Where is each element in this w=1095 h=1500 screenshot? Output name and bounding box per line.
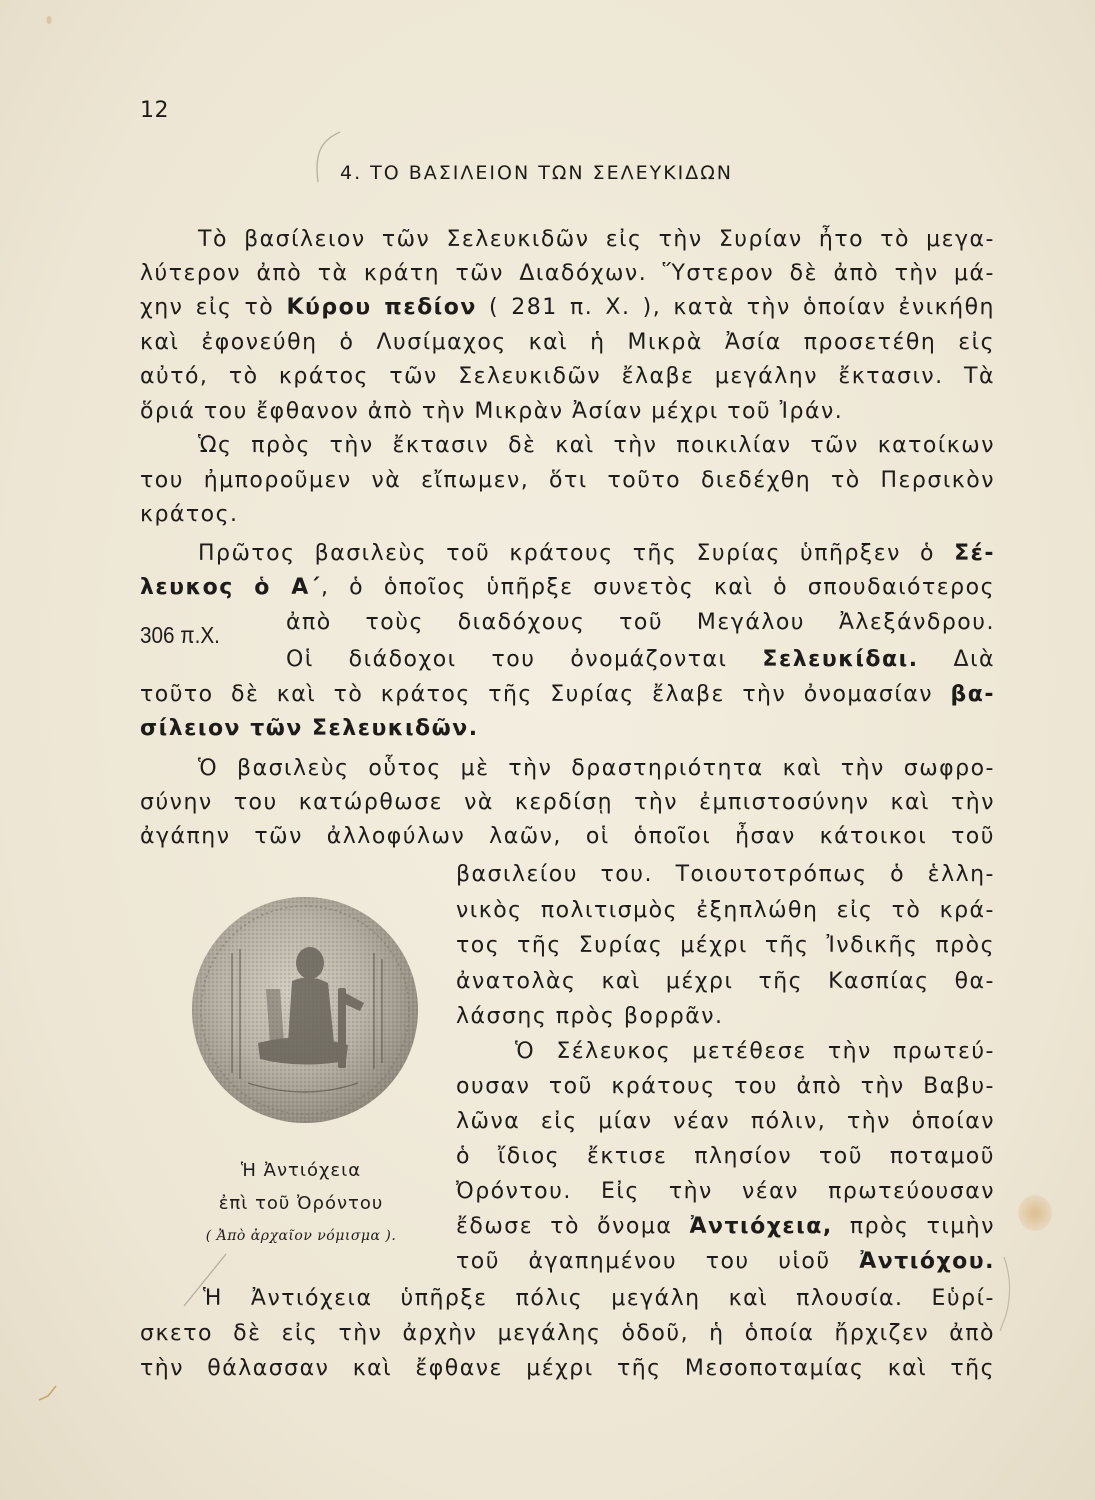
text-line: ἀπὸ τοὺς διαδόχους τοῦ Μεγάλου Ἀλεξάνδρου. bbox=[286, 610, 995, 635]
paper-stain bbox=[1018, 1195, 1052, 1231]
text-line: βασιλείου του. Τοιουτοτρόπως ὁ ἑλλη- bbox=[456, 862, 995, 887]
text-line: κράτος. bbox=[140, 502, 239, 527]
ancient-coin-image bbox=[188, 893, 422, 1127]
text-line: τος τῆς Συρίας μέχρι τῆς Ἰνδικῆς πρὸς bbox=[456, 933, 995, 958]
text-line: Ὀρόντου. Εἰς τὴν νέαν πρωτεύουσαν bbox=[456, 1179, 995, 1204]
text-line: λάσσης πρὸς βορρᾶν. bbox=[456, 1004, 724, 1029]
text-line bbox=[456, 1212, 995, 1242]
text-line: Ὁ Σέλευκος μετέθεσε τὴν πρωτεύ- bbox=[515, 1039, 995, 1064]
name-antiochou: Ἀντιόχου. bbox=[859, 1249, 995, 1274]
text-line: σκετο δὲ εἰς τὴν ἀρχὴν μεγάλης ὁδοῦ, ἡ ὁποία ἤρχιζεν ἀπὸ bbox=[140, 1321, 995, 1346]
text-line: λῶνα εἰς μίαν νέαν πόλιν, τὴν ὁποίαν bbox=[456, 1109, 995, 1134]
text-line: λύτερον ἀπὸ τὰ κράτη τῶν Διαδόχων. Ὕστερον δὲ ἀπὸ τὴν μά- bbox=[140, 261, 995, 286]
text-line bbox=[198, 539, 995, 569]
ink-tick-icon bbox=[36, 1380, 66, 1410]
text-line bbox=[286, 645, 995, 675]
text-line: αὐτό, τὸ κράτος τῶν Σελευκιδῶν ἔλαβε μεγάλην ἔκτασιν. Τὰ bbox=[140, 364, 995, 389]
text-line: σίλειον τῶν Σελευκιδῶν. bbox=[140, 716, 479, 741]
paper-speck-icon bbox=[44, 14, 54, 26]
text-line: καὶ ἐφονεύθη ὁ Λυσίμαχος καὶ ἡ Μικρὰ Ἀσία προσετέθη εἰς bbox=[140, 330, 995, 355]
text-line bbox=[140, 573, 995, 603]
text-line: ὅριά του ἔφθανον ἀπὸ τὴν Μικρὰν Ἀσίαν μέχρι τοῦ Ἰράν. bbox=[140, 399, 844, 424]
chapter-heading: 4. ΤΟ ΒΑΣΙΛΕΙΟΝ ΤΩΝ ΣΕΛΕΥΚΙΔΩΝ bbox=[340, 162, 734, 184]
text-span: Διὰ bbox=[953, 647, 996, 672]
caption-title: Ἡ Ἀντιόχεια bbox=[240, 1160, 362, 1181]
name-seleukidai: Σελευκίδαι. bbox=[762, 647, 919, 672]
caption-subtitle: ἐπὶ τοῦ Ὀρόντου bbox=[218, 1193, 384, 1214]
text-line bbox=[140, 680, 995, 710]
page-number: 12 bbox=[140, 98, 169, 123]
text-span: τοῦτο δὲ καὶ τὸ κράτος τῆς Συρίας ἔλαβε τὴν ὀνομασίαν bbox=[140, 682, 934, 707]
caption-source: ( Ἀπὸ ἀρχαῖον νόμισμα ). bbox=[205, 1228, 397, 1244]
text-line: του ἠμποροῦμεν νὰ εἴπωμεν, ὅτι τοῦτο διεδέχθη τὸ Περσικὸν bbox=[140, 468, 995, 493]
name-seleukos-a: λευκος ὁ Α΄ bbox=[140, 575, 321, 600]
text-line: Ὡς πρὸς τὴν ἔκτασιν δὲ καὶ τὴν ποικιλίαν τῶν κατοίκων bbox=[198, 433, 995, 458]
text-line: ἀγάπην τῶν ἀλλοφύλων λαῶν, οἱ ὁποῖοι ἦσαν κάτοικοι τοῦ bbox=[140, 824, 995, 849]
text-span: χην εἰς τὸ bbox=[140, 295, 275, 320]
text-span: , ὁ ὁποῖος ὑπῆρξε συνετὸς καὶ ὁ σπουδαιότερος bbox=[320, 575, 995, 600]
text-line: τὴν θάλασσαν καὶ ἔφθανε μέχρι τῆς Μεσοποταμίας καὶ τῆς bbox=[140, 1356, 995, 1381]
text-line: ουσαν τοῦ κράτους του ἀπὸ τὴν Βαβυ- bbox=[456, 1074, 995, 1099]
text-line bbox=[140, 293, 995, 323]
text-line: νικὸς πολιτισμὸς ἐξηπλώθη εἰς τὸ κρά- bbox=[456, 898, 995, 923]
text-line: σύνην του κατώρθωσε νὰ κερδίσῃ τὴν ἐμπιστοσύνην καὶ τὴν bbox=[140, 790, 995, 815]
text-span: Οἱ διάδοχοι του ὀνομάζονται bbox=[286, 647, 728, 672]
text-line: Ὁ βασιλεὺς οὗτος μὲ τὴν δραστηριότητα καὶ τὴν σωφρο- bbox=[198, 756, 995, 781]
text-line: Ἡ Ἀντιόχεια ὑπῆρξε πόλις μεγάλη καὶ πλουσία. Εὑρί- bbox=[203, 1286, 995, 1311]
text-line: ὁ ἴδιος ἔκτισε πλησίον τοῦ ποταμοῦ bbox=[456, 1144, 995, 1169]
text-span: ( 281 π. Χ. ), κατὰ τὴν ὁποίαν ἐνικήθη bbox=[489, 295, 995, 320]
place-name-kyrou-pedion: Κύρου πεδίον bbox=[286, 295, 477, 320]
text-line: ἀνατολὰς καὶ μέχρι τῆς Κασπίας θα- bbox=[456, 969, 995, 994]
name-seleukos: Σέ- bbox=[954, 541, 995, 566]
pencil-mark-icon bbox=[996, 1255, 1020, 1335]
marginal-date: 306 π.Χ. bbox=[140, 622, 220, 648]
text-span: τοῦ ἀγαπημένου του υἱοῦ bbox=[456, 1249, 831, 1274]
name-antiocheia: Ἀντιόχεια, bbox=[689, 1214, 833, 1239]
text-line bbox=[456, 1247, 995, 1277]
text-span: πρὸς τιμὴν bbox=[849, 1214, 996, 1239]
text-span: ἔδωσε τὸ ὄνομα bbox=[456, 1214, 673, 1239]
text-span: Πρῶτος βασιλεὺς τοῦ κράτους τῆς Συρίας ὑπῆρξεν ὁ bbox=[198, 541, 935, 566]
text-span-bold: βα- bbox=[950, 682, 996, 707]
text-line: Τὸ βασίλειον τῶν Σελευκιδῶν εἰς τὴν Συρίαν ἦτο τὸ μεγα- bbox=[198, 227, 995, 252]
